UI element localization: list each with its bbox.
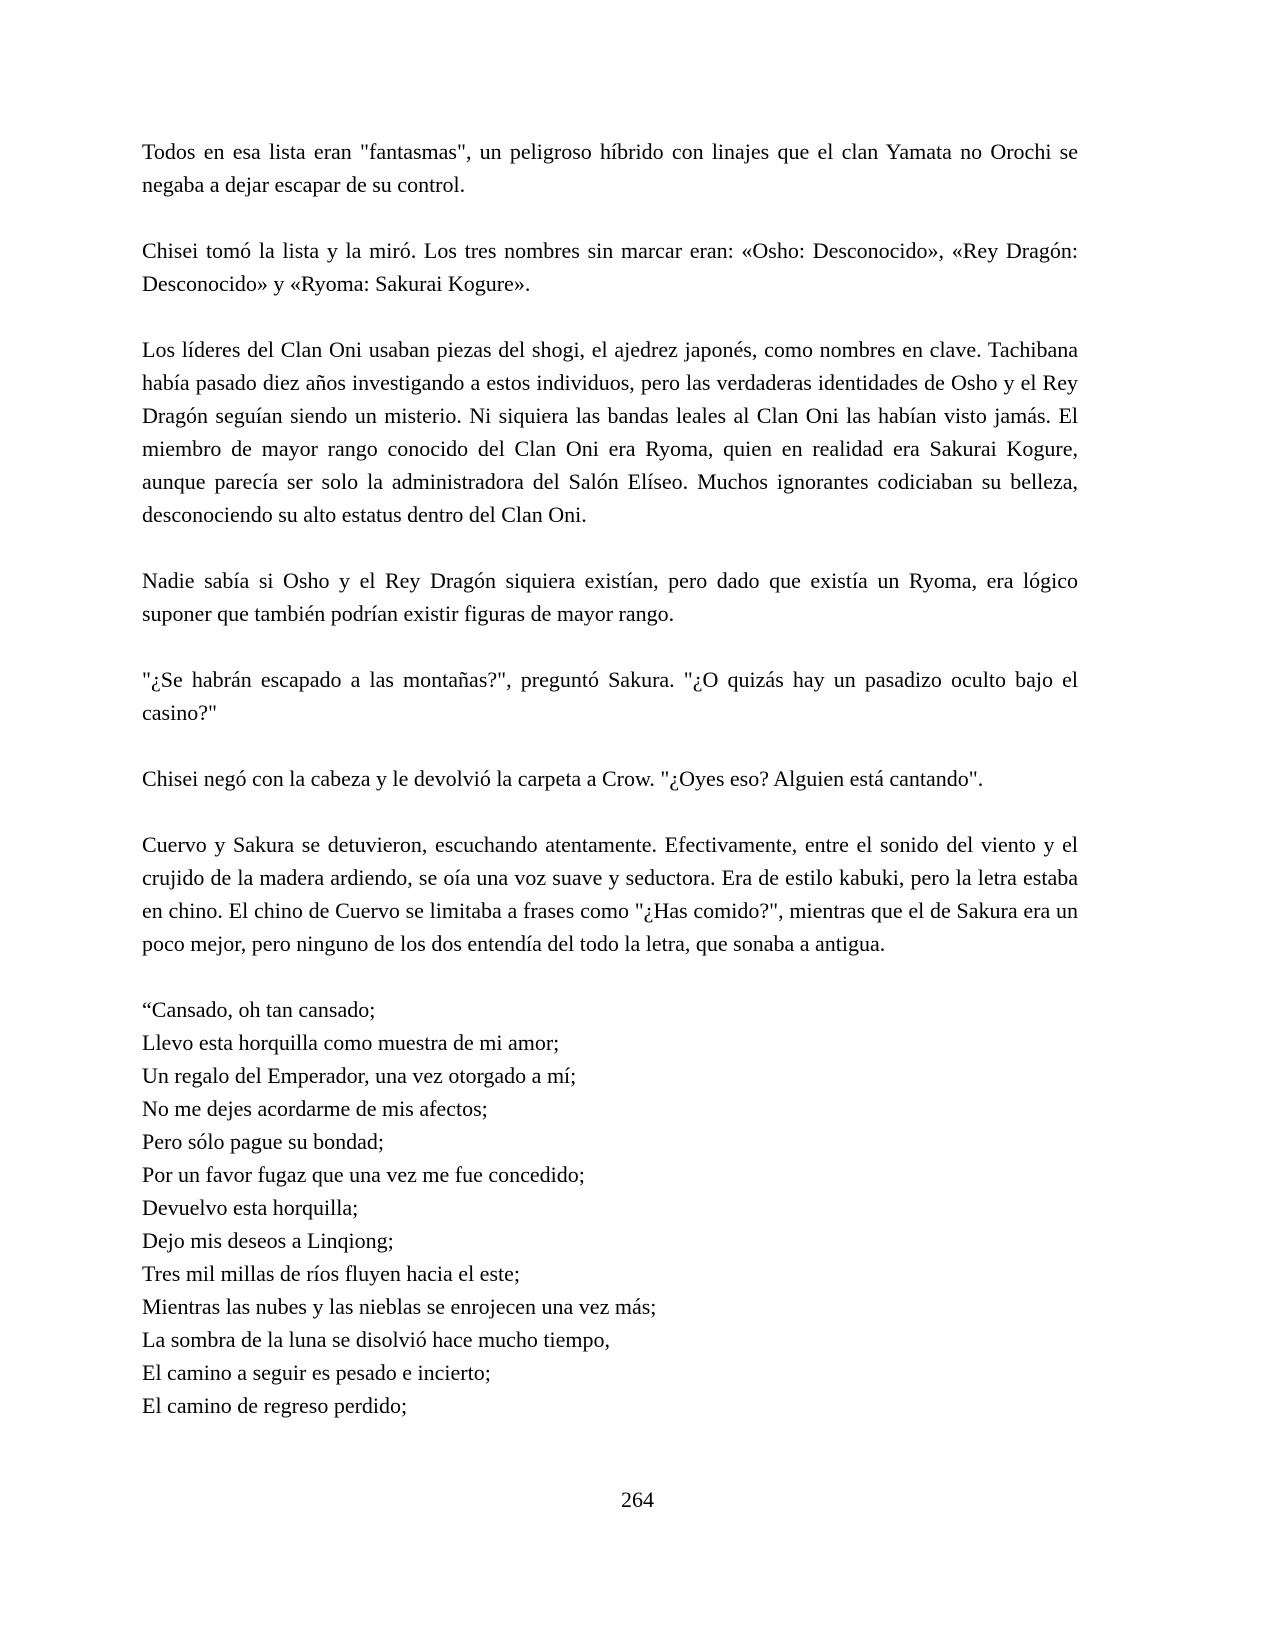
- poem-line: Por un favor fugaz que una vez me fue concedido;: [142, 1162, 585, 1187]
- poem-line: “Cansado, oh tan cansado;: [142, 997, 376, 1022]
- paragraph: Los líderes del Clan Oni usaban piezas del shogi, el ajedrez japonés, como nombres en clave. Tachibana había pasado diez años investigando a estos individuos, pero las verdaderas identidades de Osho y el Rey Dragón seguían siendo un misterio. Ni siquiera las bandas leales al Clan Oni las habían visto jamás. El miembro de mayor rango conocido del Clan Oni era Ryoma, quien en realidad era Sakurai Kogure, aunque parecía ser solo la administradora del Salón Elíseo. Muchos ignorantes codiciaban su belleza, desconociendo su alto estatus dentro del Clan Oni.: [142, 337, 1078, 527]
- paragraph: Chisei tomó la lista y la miró. Los tres nombres sin marcar eran: «Osho: Desconocido», «Rey Dragón: Desconocido» y «Ryoma: Sakurai Kogure».: [142, 238, 1078, 296]
- poem-line: El camino de regreso perdido;: [142, 1393, 408, 1418]
- poem-line: Tres mil millas de ríos fluyen hacia el este;: [142, 1261, 520, 1286]
- poem-line: No me dejes acordarme de mis afectos;: [142, 1096, 488, 1121]
- paragraph: Chisei negó con la cabeza y le devolvió la carpeta a Crow. "¿Oyes eso? Alguien está cantando".: [142, 766, 984, 791]
- poem-line: Mientras las nubes y las nieblas se enrojecen una vez más;: [142, 1294, 657, 1319]
- poem-line: Un regalo del Emperador, una vez otorgado a mí;: [142, 1063, 577, 1088]
- song-lyrics: [142, 993, 1078, 1422]
- poem-line: El camino a seguir es pesado e incierto;: [142, 1360, 491, 1385]
- page-number: 264: [621, 1487, 654, 1512]
- paragraph: "¿Se habrán escapado a las montañas?", preguntó Sakura. "¿O quizás hay un pasadizo oculto bajo el casino?": [142, 667, 1078, 725]
- poem-line: Dejo mis deseos a Linqiong;: [142, 1228, 394, 1253]
- paragraph: Todos en esa lista eran "fantasmas", un peligroso híbrido con linajes que el clan Yamata no Orochi se negaba a dejar escapar de su control.: [142, 139, 1078, 197]
- poem-line: Llevo esta horquilla como muestra de mi amor;: [142, 1030, 560, 1055]
- paragraph: Cuervo y Sakura se detuvieron, escuchando atentamente. Efectivamente, entre el sonido del viento y el crujido de la madera ardiendo, se oía una voz suave y seductora. Era de estilo kabuki, pero la letra estaba en chino. El chino de Cuervo se limitaba a frases como "¿Has comido?", mientras que el de Sakura era un poco mejor, pero ninguno de los dos entendía del todo la letra, que sonaba a antigua.: [142, 832, 1078, 956]
- paragraph: Nadie sabía si Osho y el Rey Dragón siquiera existían, pero dado que existía un Ryoma, era lógico suponer que también podrían existir figuras de mayor rango.: [142, 568, 1078, 626]
- page-body-text: [142, 135, 1078, 1422]
- poem-line: Devuelvo esta horquilla;: [142, 1195, 359, 1220]
- poem-line: Pero sólo pague su bondad;: [142, 1129, 384, 1154]
- poem-line: La sombra de la luna se disolvió hace mucho tiempo,: [142, 1327, 610, 1352]
